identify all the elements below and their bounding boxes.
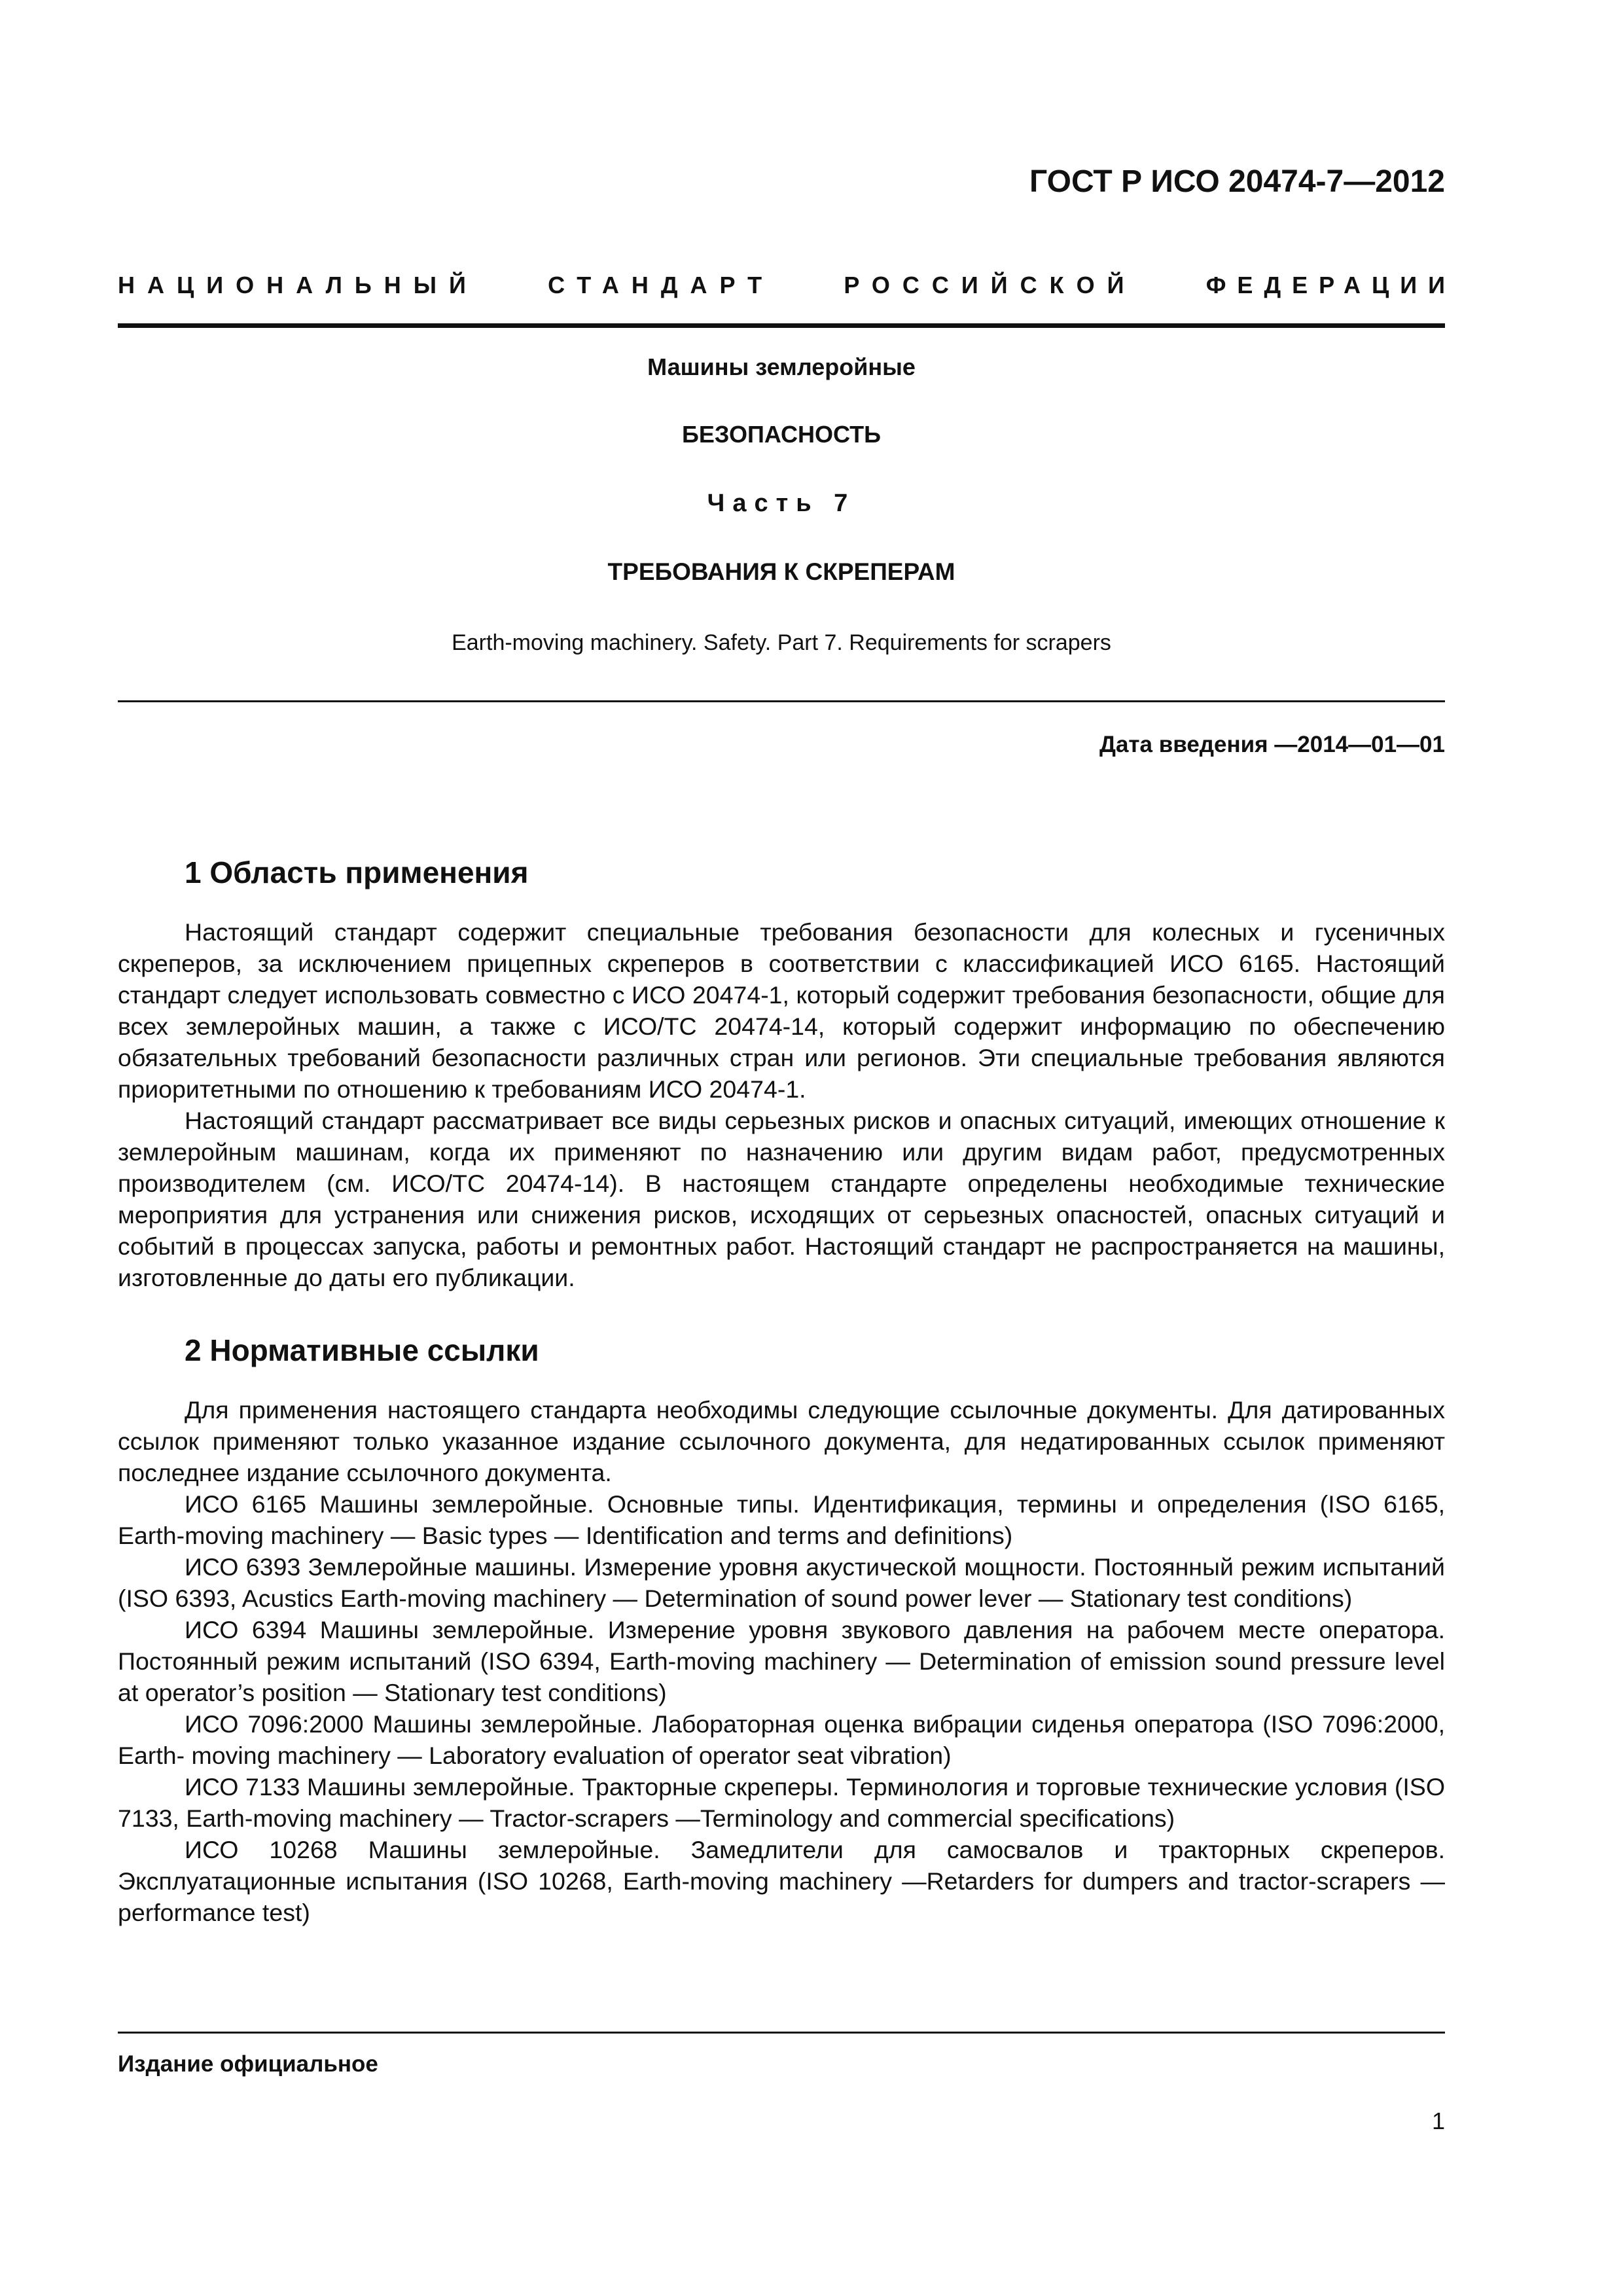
header-rule xyxy=(118,323,1445,328)
gost-number: ГОСТ Р ИСО 20474-7—2012 xyxy=(1029,164,1445,199)
footer-rule xyxy=(118,2032,1445,2034)
reference-item: ИСО 7133 Машины землеройные. Тракторные скреперы. Терминология и торговые технические условия (ISO 7133, Earth-moving machinery — Tractor-scrapers —Terminology and commercial specifications) xyxy=(118,1773,1445,1832)
reference-item: ИСО 6394 Машины землеройные. Измерение уровня звукового давления на рабочем месте оператора. Постоянный режим испытаний (ISO 6394, Earth-moving machinery — Determination of emission sound pressure level at operator’s position — Stationary test conditions) xyxy=(118,1616,1445,1706)
edition-label: Издание официальное xyxy=(118,2051,378,2077)
reference-item: ИСО 6393 Землеройные машины. Измерение уровня акустической мощности. Постоянный режим испытаний (ISO 6393, Acustics Earth-moving machinery — Determination of sound power lever — Stationary test conditions) xyxy=(118,1553,1445,1612)
title-requirements: ТРЕБОВАНИЯ К СКРЕПЕРАМ xyxy=(607,558,955,585)
section-2-heading: 2 Нормативные ссылки xyxy=(185,1333,539,1367)
page-number: 1 xyxy=(1431,2108,1445,2134)
national-word-1: НАЦИОНАЛЬНЫЙ xyxy=(118,272,478,298)
national-standard-line xyxy=(118,268,1456,302)
national-word-2: СТАНДАРТ xyxy=(548,272,775,298)
title-rule xyxy=(118,700,1445,702)
national-word-4: ФЕДЕРАЦИИ xyxy=(1205,272,1456,298)
section-1-body xyxy=(118,916,1445,1293)
english-title: Earth-moving machinery. Safety. Part 7. Requirements for scrapers xyxy=(452,630,1111,655)
date-introduction: Дата введения —2014—01—01 xyxy=(1099,732,1445,757)
reference-item: ИСО 7096:2000 Машины землеройные. Лабораторная оценка вибрации сиденья оператора (ISO 7096:2000, Earth- moving machinery — Laboratory evaluation of operator seat vibration) xyxy=(118,1710,1445,1769)
title-safety: БЕЗОПАСНОСТЬ xyxy=(682,421,881,448)
section-1-heading: 1 Область применения xyxy=(185,855,529,889)
national-word-3: РОССИЙСКОЙ xyxy=(844,272,1137,298)
paragraph: Настоящий стандарт содержит специальные требования безопасности для колесных и гусеничных скреперов, за исключением прицепных скреперов в соответствии с классификацией ИСО 6165. Настоящий стандарт следует использовать совместно с ИСО 20474-1, который содержит требования безопасности, общие для всех землеройных машин, а также с ИСО/ТС 20474-14, который содержит информацию по обеспечению обязательных требований безопасности различных стран или регионов. Эти специальные требования являются приоритетными по отношению к требованиям ИСО 20474-1. xyxy=(118,918,1445,1103)
paragraph: Настоящий стандарт рассматривает все виды серьезных рисков и опасных ситуаций, имеющих отношение к землеройным машинам, когда их применяют по назначению или другим видам работ, предусмотренных производителем (см. ИСО/ТС 20474-14). В настоящем стандарте определены необходимые технические мероприятия для устранения или снижения рисков, исходящих от серьезных опасностей, опасных ситуаций и событий в процессах запуска, работы и ремонтных работ. Настоящий стандарт не распространяется на машины, изготовленные до даты его публикации. xyxy=(118,1107,1445,1291)
section-2-body xyxy=(118,1394,1445,1928)
paragraph: Для применения настоящего стандарта необходимы следующие ссылочные документы. Для датированных ссылок применяют только указанное издание ссылочного документа, для недатированных ссылок применяют последнее издание ссылочного документа. xyxy=(118,1396,1445,1486)
reference-item: ИСО 10268 Машины землеройные. Замедлители для самосвалов и тракторных скреперов. Эксплуатационные испытания (ISO 10268, Earth-moving machinery —Retarders for dumpers and tractor-scrapers — performance test) xyxy=(118,1836,1445,1926)
title-part: Часть 7 xyxy=(707,490,856,517)
title-subject: Машины землеройные xyxy=(647,353,916,380)
reference-item: ИСО 6165 Машины землеройные. Основные типы. Идентификация, термины и определения (ISO 6165, Earth-moving machinery — Basic types — Identification and terms and definitions) xyxy=(118,1490,1445,1549)
